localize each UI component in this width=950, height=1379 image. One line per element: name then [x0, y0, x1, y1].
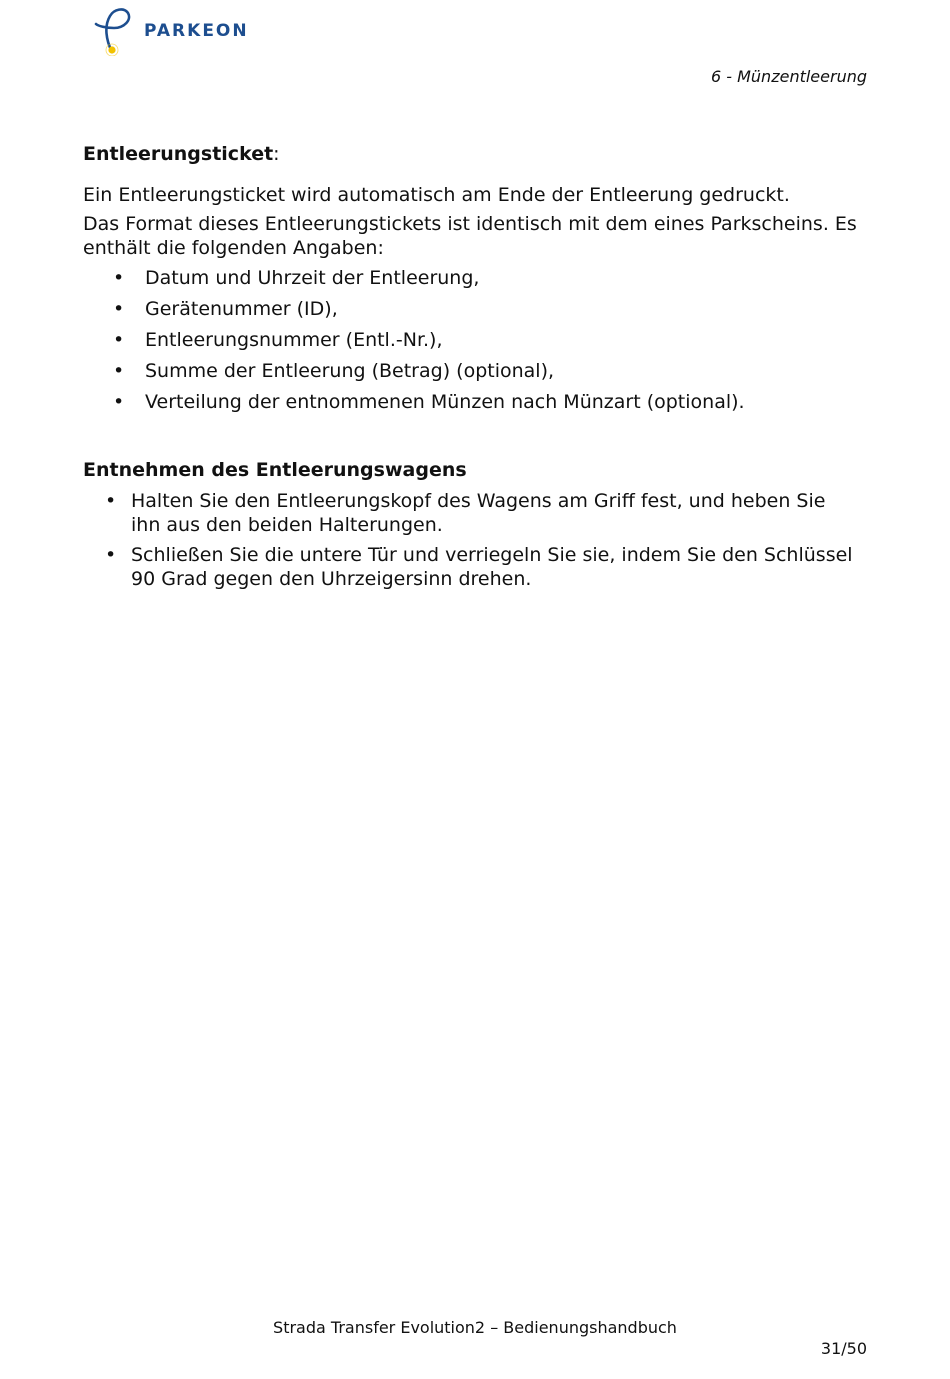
- list-item-text: Summe der Entleerung (Betrag) (optional),: [145, 360, 555, 382]
- section-title-colon: :: [273, 143, 280, 165]
- footer-document-title: Strada Transfer Evolution2 – Bedienungshandbuch: [273, 1318, 677, 1337]
- parkeon-logo-icon: [92, 4, 142, 56]
- list-item-text: Gerätenummer (ID),: [145, 298, 338, 320]
- parkeon-logo: [92, 4, 272, 56]
- list-item: [83, 489, 853, 537]
- list-item-text: Halten Sie den Entleerungskopf des Wagens am Griff fest, und heben Sie ihn aus den beiden Halterungen.: [131, 490, 826, 536]
- bullet-icon: •: [113, 298, 125, 320]
- list-item: [83, 328, 745, 359]
- list-item: [83, 266, 745, 297]
- list-item-text: Datum und Uhrzeit der Entleerung,: [145, 267, 480, 289]
- logo-text: PARKEON: [144, 21, 249, 41]
- section-title-entnehmen: Entnehmen des Entleerungswagens: [83, 459, 467, 481]
- list-item-text: Schließen Sie die untere Tür und verriegeln Sie sie, indem Sie den Schlüssel 90 Grad gegen den Uhrzeigersinn drehen.: [131, 544, 853, 590]
- bullet-icon: •: [113, 391, 125, 413]
- bullet-icon: •: [113, 329, 125, 351]
- list-item: [83, 359, 745, 390]
- bullet-icon: •: [113, 360, 125, 382]
- page-number: 31/50: [820, 1339, 867, 1358]
- list-item: [83, 390, 745, 421]
- section-title-text: Entleerungsticket: [83, 143, 274, 165]
- list-item-text: Entleerungsnummer (Entl.-Nr.),: [145, 329, 443, 351]
- bullet-icon: •: [113, 267, 125, 289]
- bullet-icon: •: [105, 544, 117, 566]
- section-title-entleerungsticket: [83, 143, 280, 165]
- removal-steps-list: [83, 489, 853, 597]
- list-item: [83, 297, 745, 328]
- ticket-info-list: [83, 266, 745, 421]
- paragraph-auto-print: Ein Entleerungsticket wird automatisch am Ende der Entleerung gedruckt.: [83, 184, 790, 206]
- list-item: [83, 543, 853, 591]
- list-item-text: Verteilung der entnommenen Münzen nach Münzart (optional).: [145, 391, 745, 413]
- chapter-heading: 6 - Münzentleerung: [710, 67, 867, 86]
- paragraph-ticket-format: Das Format dieses Entleerungstickets ist identisch mit dem eines Parkscheins. Es enthält die folgenden Angaben:: [83, 213, 857, 259]
- bullet-icon: •: [105, 490, 117, 512]
